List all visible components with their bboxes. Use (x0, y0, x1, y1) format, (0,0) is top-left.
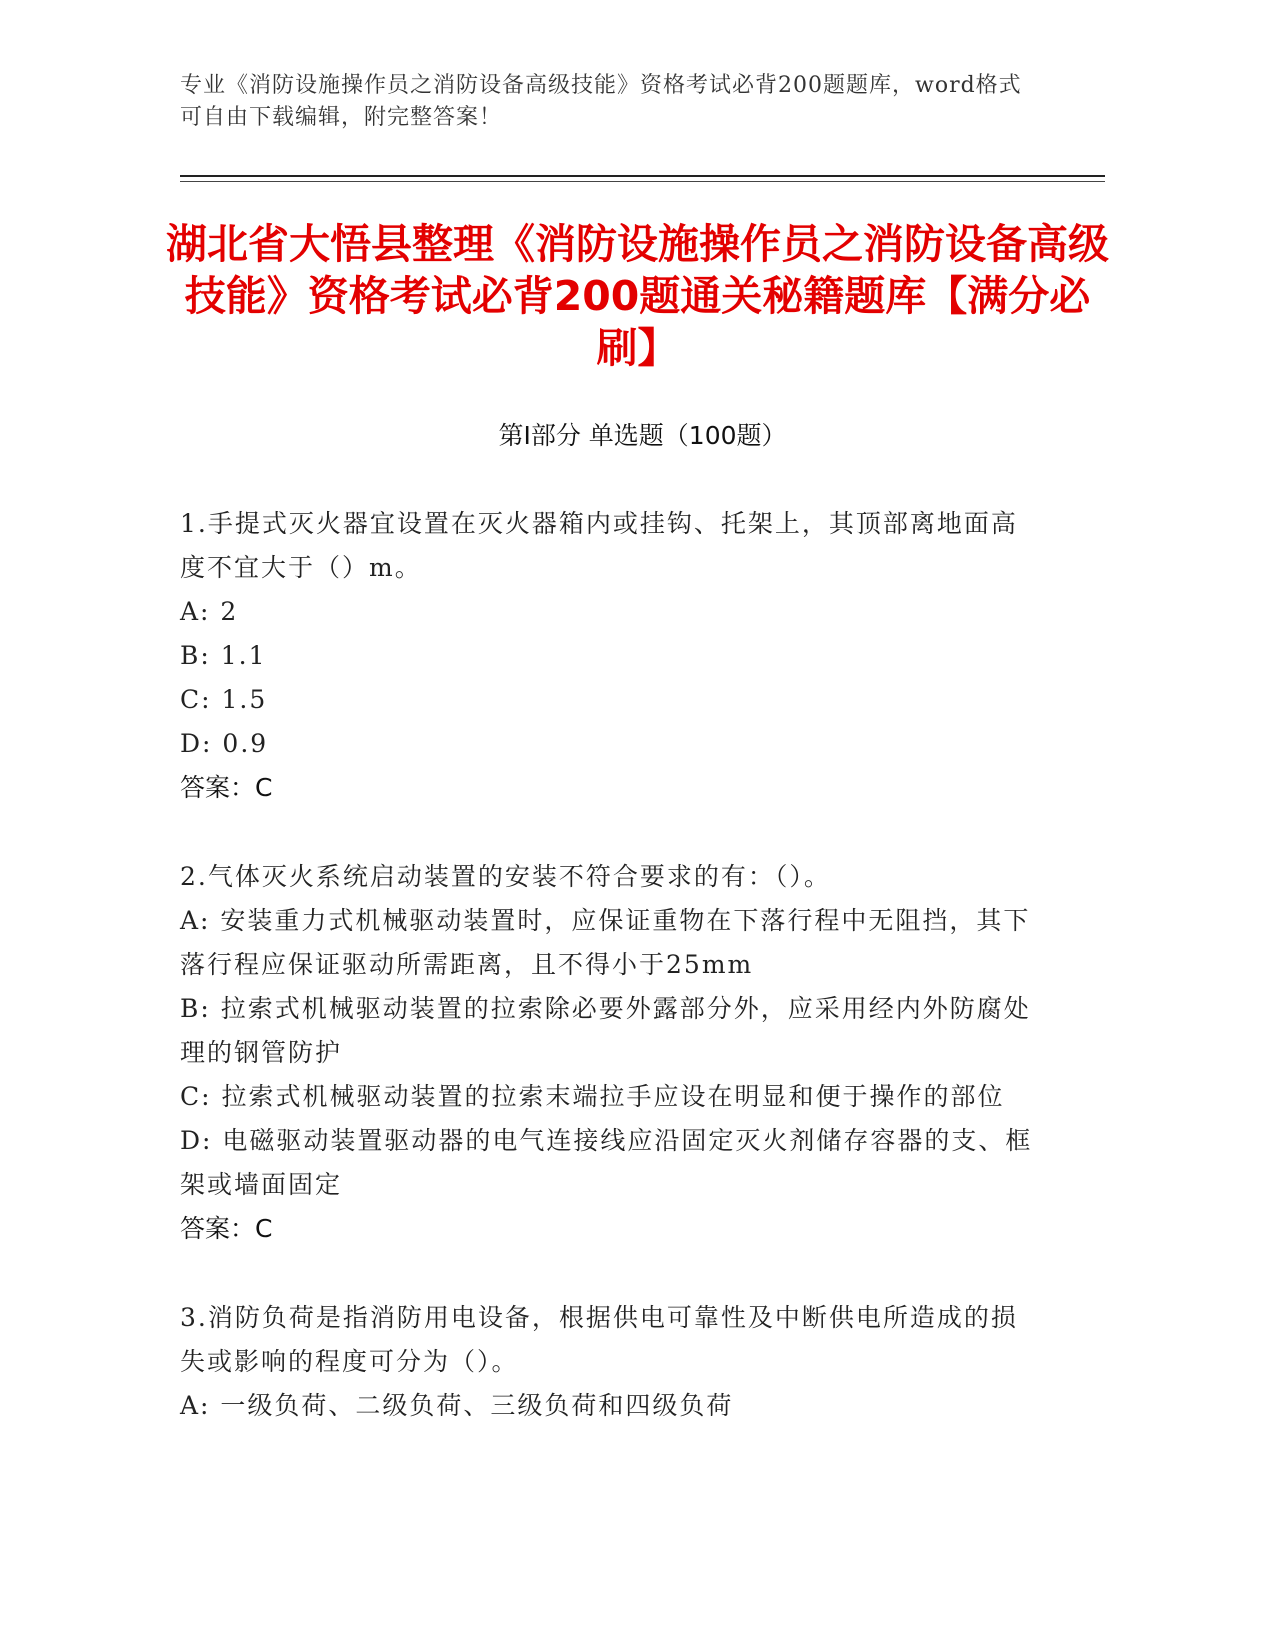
question-stem: 1.手提式灭火器宜设置在灭火器箱内或挂钩、托架上，其顶部离地面高度不宜大于（）m。 (180, 509, 1018, 582)
option-d: D: 电磁驱动装置驱动器的电气连接线应沿固定灭火剂储存容器的支、框架或墙面固定 (180, 1126, 1033, 1199)
question-3 (180, 1296, 1040, 1428)
question-stem: 3.消防负荷是指消防用电设备，根据供电可靠性及中断供电所造成的损失或影响的程度可分为（）。 (180, 1303, 1018, 1376)
option-d: D: 0.9 (180, 729, 269, 758)
answer: 答案：C (180, 1214, 273, 1243)
option-a: A: 安装重力式机械驱动装置时，应保证重物在下落行程中无阻挡，其下落行程应保证驱动所需距离，且不得小于25mm (180, 906, 1031, 979)
option-c: C: 1.5 (180, 685, 268, 714)
document-title: 湖北省大悟县整理《消防设施操作员之消防设备高级技能》资格考试必背200题通关秘籍题库【满分必刷】 (166, 220, 1109, 372)
section-title: 第Ⅰ部分 单选题（100题） (498, 421, 787, 450)
question-2 (180, 855, 1040, 1251)
header-rule-thin (180, 181, 1105, 182)
answer: 答案：C (180, 773, 273, 802)
option-a: A: 2 (180, 597, 239, 626)
header-note: 专业《消防设施操作员之消防设备高级技能》资格考试必背200题题库，word格式可自由下载编辑，附完整答案！ (180, 73, 1022, 130)
question-stem: 2.气体灭火系统启动装置的安装不符合要求的有：（）。 (180, 862, 831, 891)
option-b: B: 1.1 (180, 641, 267, 670)
option-b: B: 拉索式机械驱动装置的拉索除必要外露部分外，应采用经内外防腐处理的钢管防护 (180, 994, 1031, 1067)
question-list (180, 502, 1040, 1428)
option-a: A: 一级负荷、二级负荷、三级负荷和四级负荷 (180, 1391, 734, 1420)
option-c: C: 拉索式机械驱动装置的拉索末端拉手应设在明显和便于操作的部位 (180, 1082, 1005, 1111)
header-rule-thick (180, 175, 1105, 177)
question-1 (180, 502, 1040, 810)
